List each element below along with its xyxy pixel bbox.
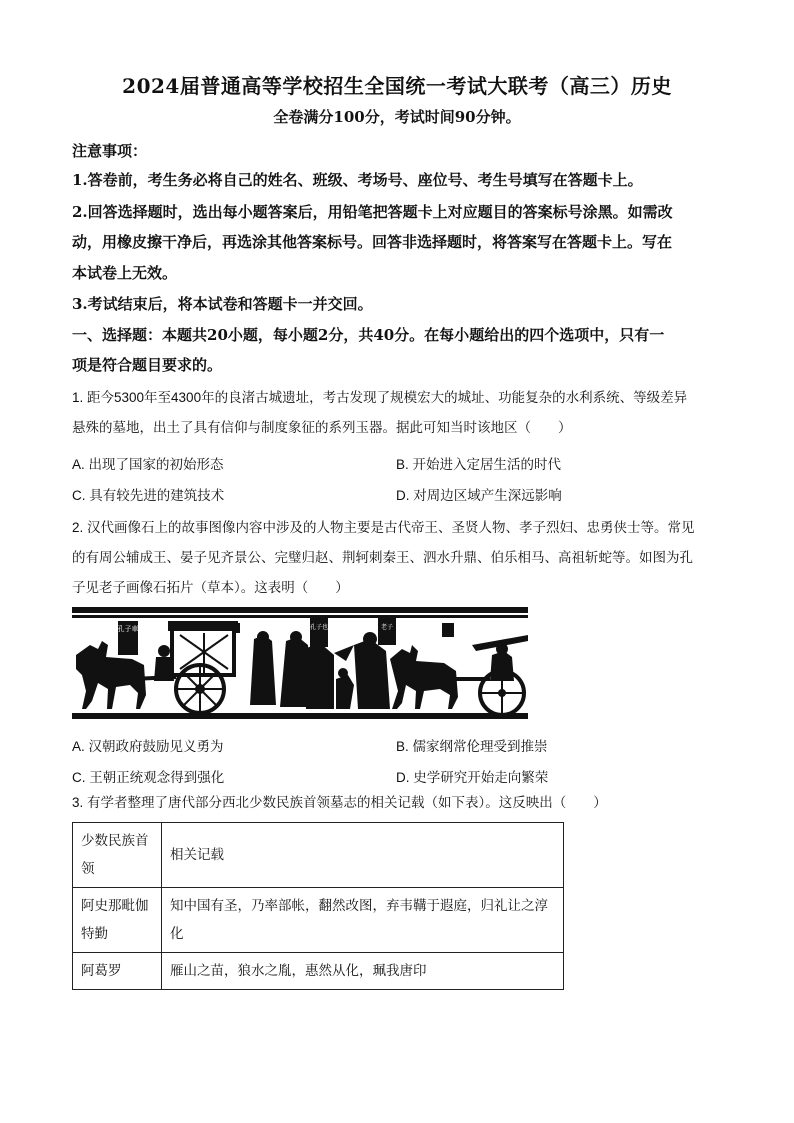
note-line-2a: 2.回答选择题时，选出每小题答案后，用铅笔把答题卡上对应题目的答案标号涂黑。如需改 [72,203,673,221]
q1-stem-line-2: 悬殊的墓地，出土了具有信仰与制度象征的系列玉器。据此可知当时该地区（ ） [72,420,572,435]
note-line-2c: 本试卷上无效。 [72,264,178,282]
table-cell-leader: 阿葛罗 [73,953,162,990]
q2-option-a: A. 汉朝政府鼓励见义勇为 [72,739,224,754]
table-row [73,953,564,990]
table-cell-record: 雁山之苗，狼水之胤，惠然从化，珮我唐印 [162,953,564,990]
table-header-leader: 少数民族首领 [73,823,162,888]
rubbing-illustration [72,605,528,723]
section-heading-line-1: 一、选择题：本题共20小题，每小题2分，共40分。在每小题给出的四个选项中，只有一 [72,326,665,344]
q2-option-d: D. 史学研究开始走向繁荣 [396,770,549,785]
table-cell-record: 知中国有圣，乃率部帐，翻然改图，弃韦鞲于遐庭，归礼让之淳化 [162,888,564,953]
q1-option-b: B. 开始进入定居生活的时代 [396,457,562,472]
q2-stem-line-3: 子见老子画像石拓片（草本）。这表明（ ） [72,580,349,595]
exam-subtitle: 全卷满分100分，考试时间90分钟。 [273,108,521,126]
q3-stem-line-1: 3. 有学者整理了唐代部分西北少数民族首领墓志的相关记载（如下表）。这反映出（ ） [72,795,607,810]
q2-option-b: B. 儒家纲常伦理受到推崇 [396,739,548,754]
notes-heading: 注意事项： [72,142,148,160]
note-line-3: 3.考试结束后，将本试卷和答题卡一并交回。 [72,295,373,313]
figure-label-2: 孔子也 [309,624,329,631]
figure-label-1: 孔子車 [117,625,139,633]
figure-label-3: 老子 [380,624,394,631]
note-line-1: 1.答卷前，考生务必将自己的姓名、班级、考场号、座位号、考生号填写在答题卡上。 [72,171,643,189]
table-header-record: 相关记载 [162,823,564,888]
q1-stem-line-1: 1. 距今5300年至4300年的良渚古城遗址，考古发现了规模宏大的城址、功能复杂的水利系统、等级差异 [72,390,688,405]
section-heading-line-2: 项是符合题目要求的。 [72,356,223,374]
q1-option-d: D. 对周边区域产生深远影响 [396,488,562,503]
note-line-2b: 动，用橡皮擦干净后，再选涂其他答案标号。回答非选择题时，将答案写在答题卡上。写在 [72,233,673,251]
q2-stem-line-2: 的有周公辅成王、晏子见齐景公、完璧归赵、荆轲刺秦王、泗水升鼎、伯乐相马、高祖斩蛇等。如图为孔 [72,550,693,565]
q3-record-table [72,822,564,990]
q2-stem-line-1: 2. 汉代画像石上的故事图像内容中涉及的人物主要是古代帝王、圣贤人物、孝子烈妇、忠勇侠士等。常见 [72,520,695,535]
table-header-row [73,823,564,888]
table-cell-leader: 阿史那毗伽特勤 [73,888,162,953]
table-row [73,888,564,953]
exam-title: 2024届普通高等学校招生全国统一考试大联考（高三）历史 [122,74,672,98]
q1-option-a: A. 出现了国家的初始形态 [72,457,224,472]
confucius-meets-laozi-rubbing-image [72,605,528,723]
q1-option-c: C. 具有较先进的建筑技术 [72,488,225,503]
q2-option-c: C. 王朝正统观念得到强化 [72,770,225,785]
